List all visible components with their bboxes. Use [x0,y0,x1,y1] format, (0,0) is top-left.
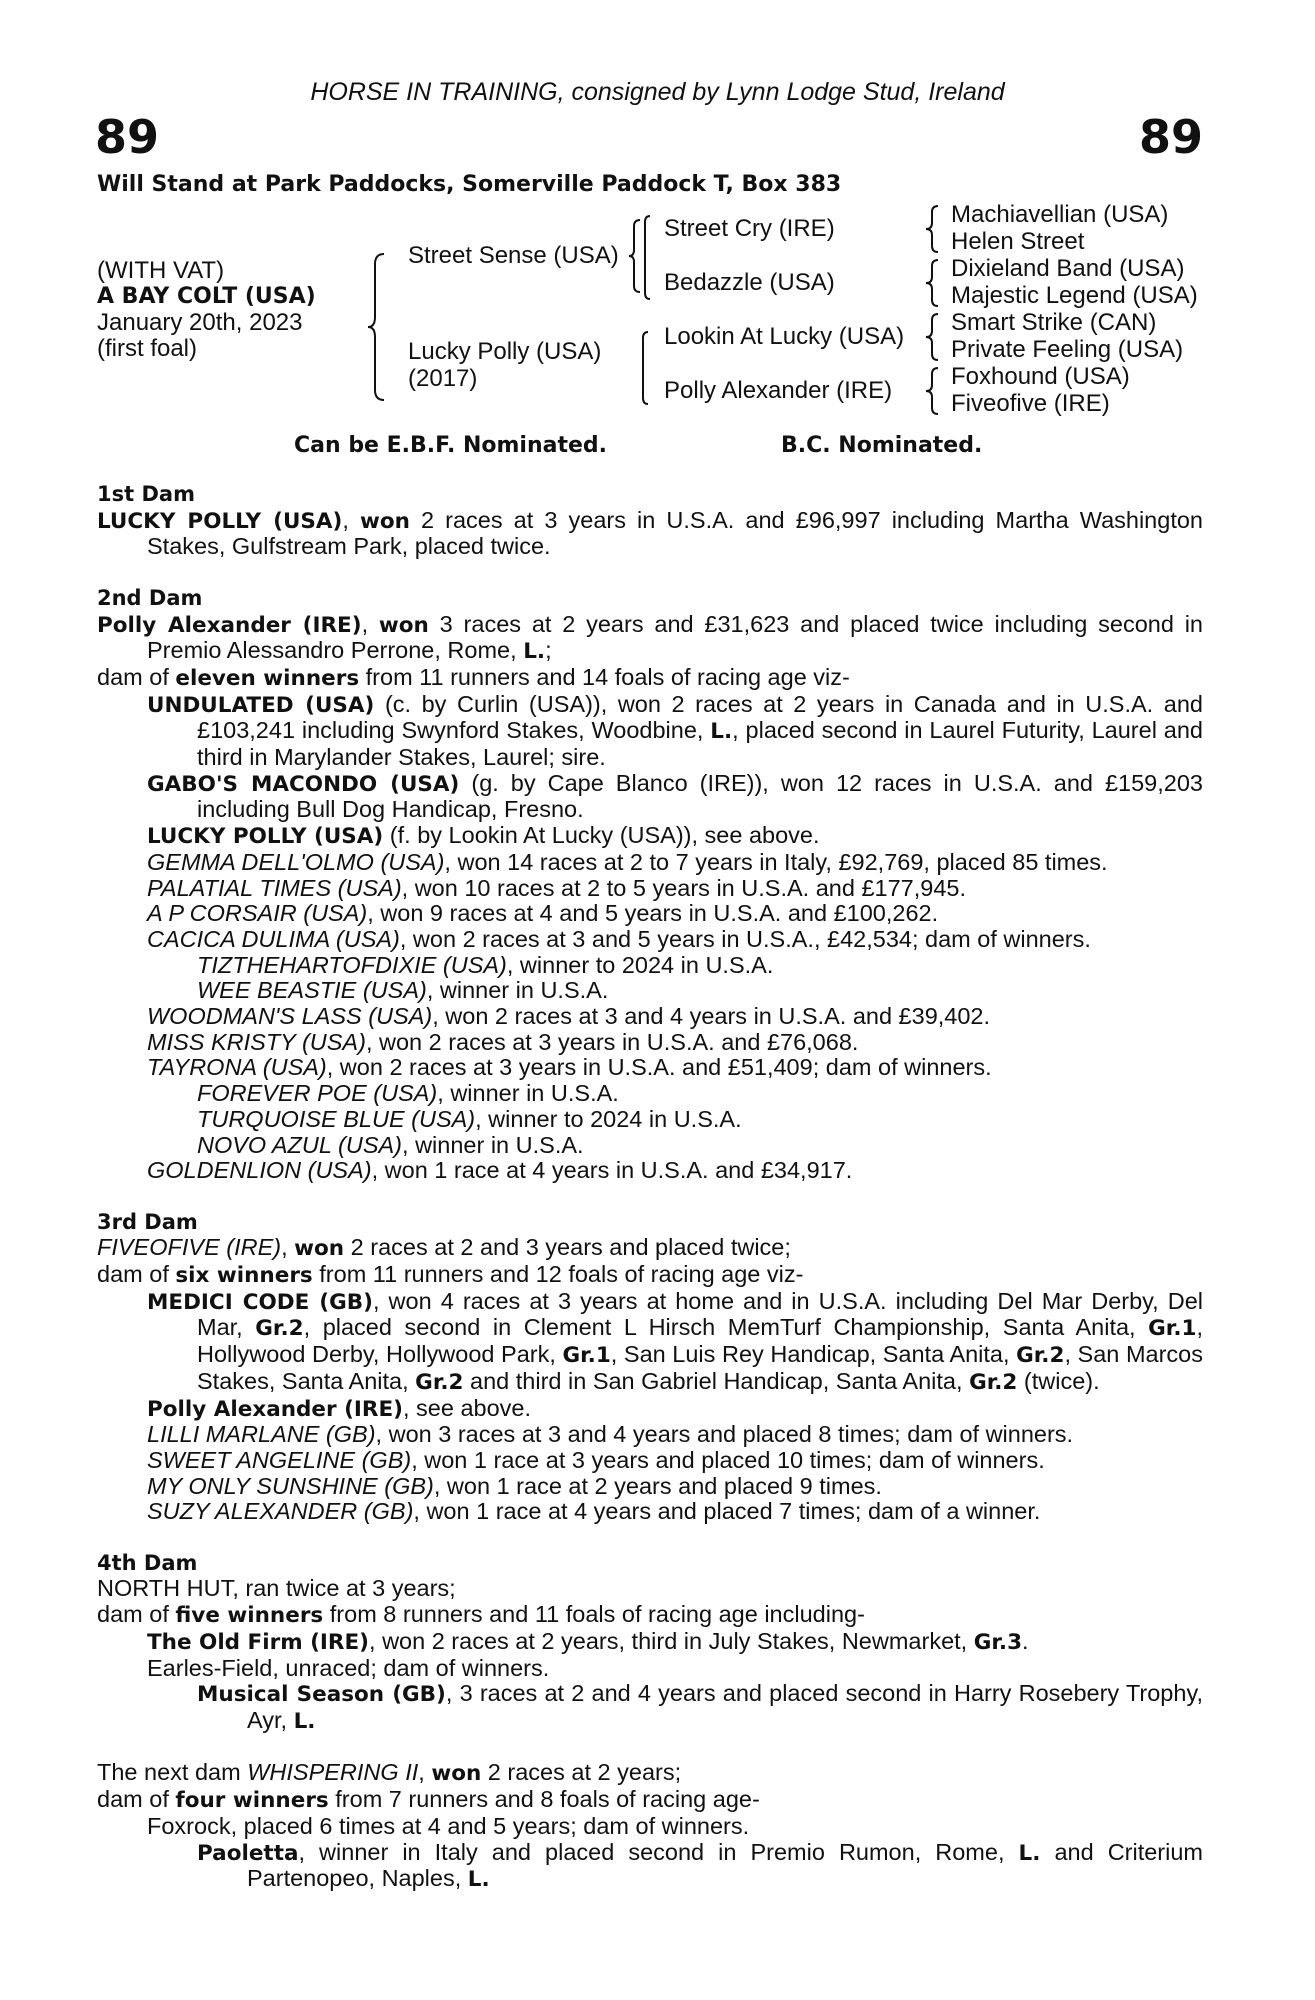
produce-entry [97,1448,1203,1474]
bold-text: six winners [175,1263,313,1289]
text-run: , San Marcos Stakes, Santa Anita, [197,1341,1203,1394]
text-run: , won 3 races at 3 and 4 years and placed 8 times; dam of winners. [375,1421,1074,1448]
bold-text: Musical Season (GB) [197,1682,446,1708]
italic-text: NOVO AZUL (USA) [197,1131,403,1158]
pedigree-sire: Street Sense (USA) [408,242,619,269]
produce-entry [97,1681,1203,1734]
text-run: from 11 runners and 12 foals of racing age viz- [312,1261,804,1288]
pedigree-brace-g3-d [924,366,940,416]
pedigree-g3-5: Smart Strike (CAN) [951,309,1157,336]
text-run: from 7 runners and 8 foals of racing age- [328,1786,760,1813]
pedigree-dam-sire: Lookin At Lucky (USA) [664,323,905,350]
text-run: 2 races at 2 years; [481,1759,682,1786]
ebf-nomination: Can be E.B.F. Nominated. [294,433,608,458]
text-run: dam of [97,1601,176,1628]
bold-text: Gr.1 [1148,1316,1197,1342]
text-run: , San Luis Rey Handicap, Santa Anita, [610,1341,1017,1368]
bold-text: L. [467,1867,490,1893]
italic-text: FOREVER POE (USA) [197,1080,438,1107]
produce-entry [97,1499,1203,1525]
next-dam-intro [97,1760,1203,1787]
produce-entry [97,1107,1203,1133]
pedigree-brace-main [366,252,388,402]
third-dam-dam-of [97,1262,1203,1289]
italic-text: WHISPERING II [247,1759,419,1786]
text-run: dam of [97,1786,176,1813]
text-run: , winner in U.S.A. [402,1131,584,1158]
bold-text: Gr.3 [973,1629,1023,1655]
produce-entry [97,1840,1203,1893]
pedigree-brace-g3-b [924,258,940,308]
pedigree-g3-3: Dixieland Band (USA) [951,255,1185,282]
text-run: and third in San Gabriel Handicap, Santa Anita, [463,1367,970,1394]
italic-text: MY ONLY SUNSHINE (GB) [147,1472,434,1499]
next-dam-produce [97,1814,1203,1893]
italic-text: GOLDENLION (USA) [147,1157,372,1184]
bold-text: won [431,1761,482,1787]
horse-description: A BAY COLT (USA) [97,284,316,309]
text-run: The next dam [97,1759,248,1786]
bold-text: GABO'S MACONDO (USA) [147,771,460,797]
text-run: 3 races at 2 years and £31,623 and placed twice including second in Premio Alessandro Perrone, Rome, [147,610,1204,664]
text-run: , winner to 2024 in U.S.A. [475,1105,742,1132]
text-run: 2 races at 3 years in U.S.A. and £96,997 including Martha Washington Stakes, Gulfstream Park, placed twice. [147,506,1203,560]
fourth-dam-dam-of [97,1602,1203,1629]
produce-entry [97,1814,1203,1840]
italic-text: SWEET ANGELINE (GB) [147,1446,412,1473]
produce-entry [97,927,1203,953]
bold-text: won [294,1236,345,1262]
first-dam-entry [97,508,1203,560]
text-run: , [361,610,379,637]
text-run: dam of [97,1261,176,1288]
text-run: , winner in U.S.A. [426,977,609,1004]
bold-text: LUCKY POLLY (USA) [147,824,384,850]
italic-text: TAYRONA (USA) [147,1054,327,1081]
foaling-date: January 20th, 2023 [97,309,303,336]
produce-entry [97,1289,1203,1396]
produce-entry [97,901,1203,927]
italic-text: MISS KRISTY (USA) [147,1028,366,1055]
produce-entry [97,1004,1203,1030]
bold-text: Gr.2 [1016,1343,1065,1369]
text-run: , won 14 races at 2 to 7 years in Italy, £92,769, placed 85 times. [444,848,1108,875]
text-run: , won 1 race at 3 years and placed 10 times; dam of winners. [411,1446,1045,1473]
italic-text: SUZY ALEXANDER (GB) [147,1498,414,1525]
produce-entry [97,1030,1203,1056]
italic-text: LILLI MARLANE (GB) [147,1421,376,1448]
bold-text: L. [1018,1840,1041,1866]
italic-text: TIZTHEHARTOFDIXIE (USA) [197,951,507,978]
text-run: , winner in Italy and placed second in Premio Rumon, Rome, [298,1838,1019,1865]
italic-text: TURQUOISE BLUE (USA) [197,1105,476,1132]
text-run: , Hollywood Derby, Hollywood Park, [197,1314,1203,1368]
produce-entry [97,771,1203,823]
bold-text: The Old Firm (IRE) [147,1629,370,1655]
text-run: , won 2 races at 3 and 4 years in U.S.A. and £39,402. [432,1003,991,1030]
produce-entry [97,1474,1203,1500]
third-dam-intro [97,1235,1203,1262]
pedigree-sire-dam: Bedazzle (USA) [664,269,835,296]
text-run: Foxrock, placed 6 times at 4 and 5 years; dam of winners. [147,1812,750,1839]
pedigree-g3-8: Fiveofive (IRE) [951,390,1110,417]
third-dam-produce [97,1289,1203,1525]
text-run: , won 4 races at 3 years at home and in U.S.A. including Del Mar Derby, Del Mar, [197,1287,1203,1341]
italic-text: A P CORSAIR (USA) [147,900,368,927]
bold-text: won [359,508,410,534]
text-run: , winner to 2024 in U.S.A. [506,951,774,978]
bold-text: MEDICI CODE (GB) [147,1289,373,1315]
pedigree-dam: Lucky Polly (USA) [408,338,602,365]
text-run: , won 1 race at 4 years in U.S.A. and £34,917. [371,1157,853,1184]
bold-text: Polly Alexander (IRE) [97,612,362,638]
pedigree-g3-4: Majestic Legend (USA) [951,282,1198,309]
text-run: Earles-Field, unraced; dam of winners. [147,1654,550,1681]
text-run: 2 races at 2 and 3 years and placed twice; [344,1234,791,1261]
text-run: . [1022,1627,1029,1654]
pedigree-g3-6: Private Feeling (USA) [951,336,1184,363]
text-run: from 11 runners and 14 foals of racing age viz- [359,663,850,690]
bold-text: Gr.1 [562,1343,611,1369]
third-dam-heading: 3rd Dam [97,1209,198,1234]
pedigree-dam-dam: Polly Alexander (IRE) [664,377,893,404]
text-run: , 3 races at 2 and 4 years and placed second in Harry Rosebery Trophy, Ayr, [247,1680,1203,1733]
text-run: , [418,1759,432,1786]
text-run: , [342,506,360,533]
first-dam-heading: 1st Dam [97,482,195,506]
lot-number-right: 89 [1138,110,1203,164]
pedigree-brace-g3-c [924,312,940,362]
family-body [97,482,1203,1893]
text-run: (c. by Curlin (USA)), won 2 races at 2 years in Canada and in U.S.A. and £103,241 including Swynford Stakes, Woodbine, [197,690,1203,744]
pedigree-brace-g2-2 [640,255,652,301]
pedigree-dam-year: (2017) [408,365,478,392]
pedigree-g3-7: Foxhound (USA) [951,363,1130,390]
bold-text: L. [710,719,733,745]
second-dam-heading: 2nd Dam [97,585,203,610]
text-run: , won 1 race at 2 years and placed 9 times. [433,1472,882,1499]
bold-text: UNDULATED (USA) [147,692,375,718]
bold-text: Gr.2 [415,1369,464,1395]
second-dam-intro [97,612,1203,665]
bold-text: Paoletta [197,1840,299,1866]
text-run: , placed second in Laurel Futurity, Laurel and third in Marylander Stakes, Laurel; sire. [197,717,1203,771]
second-dam-produce [97,692,1203,1184]
pedigree-brace-g2-1 [640,214,652,260]
pedigree-g3-2: Helen Street [951,228,1085,255]
text-run: (f. by Lookin At Lucky (USA)), see above. [383,822,820,849]
text-run: , won 10 races at 2 to 5 years in U.S.A. and £177,945. [401,874,967,901]
produce-entry [97,1081,1203,1107]
bold-text: LUCKY POLLY (USA) [97,508,343,534]
bold-text: L. [523,639,546,665]
bold-text: Polly Alexander (IRE) [147,1396,403,1422]
vat-note: (WITH VAT) [97,257,225,284]
bold-text: won [378,612,429,638]
bold-text: eleven winners [175,665,360,691]
produce-entry [97,876,1203,902]
text-run: , won 9 races at 4 and 5 years in U.S.A. and £100,262. [367,900,939,927]
text-run: and Criterium Partenopeo, Naples, [247,1838,1204,1892]
bc-nomination: B.C. Nominated. [781,433,983,458]
next-dam-dam-of [97,1787,1203,1814]
text-run: dam of [97,663,176,690]
produce-entry [97,1396,1203,1423]
produce-entry [97,1133,1203,1159]
text-run: , won 1 race at 4 years and placed 7 times; dam of a winner. [413,1498,1041,1525]
fourth-dam-produce [97,1629,1203,1735]
bold-text: L. [293,1709,316,1734]
catalogue-header: HORSE IN TRAINING, consigned by Lynn Lodge Stud, Ireland [310,78,1005,106]
produce-entry [97,1656,1203,1682]
italic-text: GEMMA DELL'OLMO (USA) [147,848,445,875]
produce-entry [97,978,1203,1004]
text-run: , [281,1234,295,1261]
pedigree-brace-dam [638,330,650,406]
italic-text: FIVEOFIVE (IRE) [97,1234,282,1261]
italic-text: CACICA DULIMA (USA) [147,925,400,952]
text-run: from 8 runners and 11 foals of racing age including- [323,1601,865,1628]
fourth-dam-heading: 4th Dam [97,1550,198,1575]
produce-entry [97,692,1203,771]
foal-note: (first foal) [97,335,198,362]
text-run: , see above. [403,1394,532,1421]
pedigree-g3-1: Machiavellian (USA) [951,201,1169,228]
text-run: , placed second in Clement L Hirsch MemTurf Championship, Santa Anita, [303,1314,1149,1341]
produce-entry [97,823,1203,850]
pedigree-sire-sire: Street Cry (IRE) [664,215,835,242]
text-run: , won 2 races at 3 years in U.S.A. and £76,068. [365,1028,859,1055]
second-dam-dam-of [97,665,1203,692]
bold-text: Gr.2 [969,1369,1018,1395]
text-run: ; [545,637,552,664]
text-run: (g. by Cape Blanco (IRE)), won 12 races in U.S.A. and £159,203 including Bull Dog Handicap, Fresno. [197,769,1203,823]
italic-text: PALATIAL TIMES (USA) [147,874,402,901]
bold-text: Gr.2 [255,1316,304,1342]
produce-entry [97,953,1203,979]
produce-entry [97,1422,1203,1448]
italic-text: WOODMAN'S LASS (USA) [147,1003,433,1030]
italic-text: WEE BEASTIE (USA) [197,977,427,1004]
text-run: , won 2 races at 3 years in U.S.A. and £51,409; dam of winners. [326,1054,992,1081]
fourth-dam-intro [97,1576,1203,1602]
produce-entry [97,1158,1203,1184]
bold-text: five winners [175,1603,324,1629]
text-run: NORTH HUT, ran twice at 3 years; [97,1575,456,1602]
produce-entry [97,850,1203,876]
lot-number-left: 89 [95,110,160,164]
text-run: , winner in U.S.A. [437,1080,619,1107]
text-run: (twice). [1017,1367,1100,1394]
text-run: , won 2 races at 2 years, third in July Stakes, Newmarket, [369,1627,974,1654]
bold-text: four winners [175,1788,329,1814]
pedigree-brace-g3-a [924,204,940,254]
stand-location: Will Stand at Park Paddocks, Somerville Paddock T, Box 383 [97,172,842,197]
produce-entry [97,1055,1203,1081]
produce-entry [97,1629,1203,1656]
text-run: , won 2 races at 3 and 5 years in U.S.A., £42,534; dam of winners. [399,925,1091,952]
